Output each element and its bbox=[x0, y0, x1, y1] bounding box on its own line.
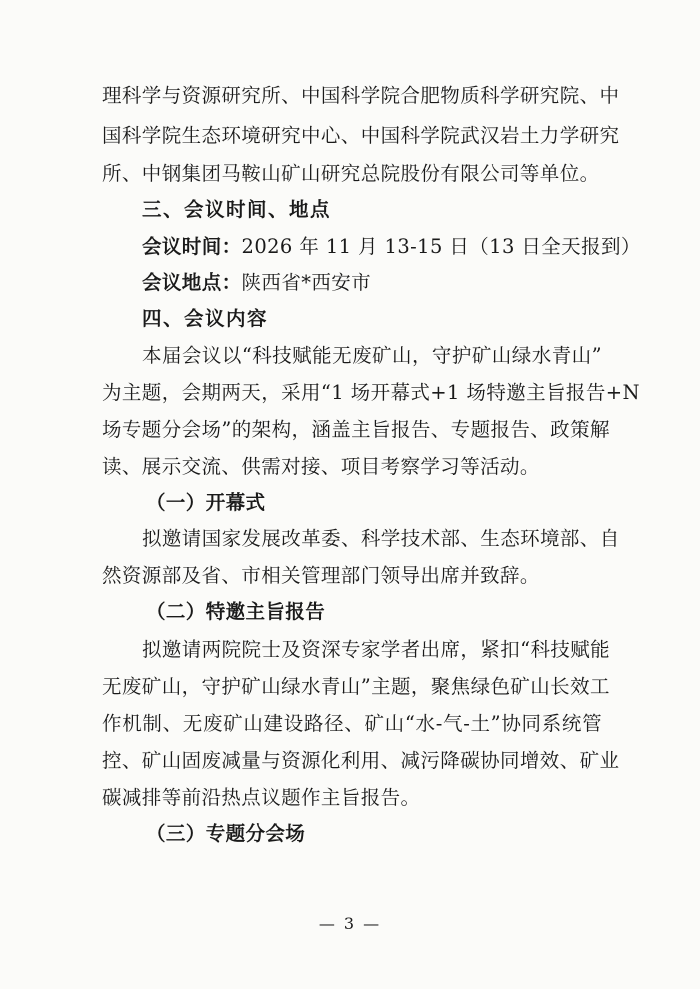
section-heading: 三、会议时间、地点 bbox=[142, 198, 332, 221]
page-number: — 3 — bbox=[318, 914, 382, 933]
meeting-place-value: 陕西省*西安市 bbox=[241, 271, 372, 294]
paragraph-line: 本届会议以“科技赋能无废矿山，守护矿山绿水青山” bbox=[142, 344, 602, 367]
paragraph-line: 所、中钢集团马鞍山矿山研究总院股份有限公司等单位。 bbox=[102, 162, 600, 185]
paragraph-line: 读、展示交流、供需对接、项目考察学习等活动。 bbox=[102, 455, 540, 478]
meeting-time-label: 会议时间： bbox=[142, 235, 242, 258]
paragraph-line: 控、矿山固废减量与资源化利用、减污降碳协同增效、矿业 bbox=[102, 749, 620, 772]
subsection-heading: （二）特邀主旨报告 bbox=[146, 600, 326, 623]
paragraph-line: 为主题，会期两天，采用“1 场开幕式+1 场特邀主旨报告+N bbox=[102, 381, 640, 404]
paragraph-line: 无废矿山，守护矿山绿水青山”主题，聚焦绿色矿山长效工 bbox=[102, 675, 610, 698]
meeting-place-label: 会议地点： bbox=[142, 271, 242, 294]
paragraph-line: 国科学院生态环境研究中心、中国科学院武汉岩土力学研究 bbox=[102, 124, 620, 147]
paragraph-line: 拟邀请国家发展改革委、科学技术部、生态环境部、自 bbox=[142, 527, 620, 550]
paragraph-line: 理科学与资源研究所、中国科学院合肥物质科学研究院、中 bbox=[102, 84, 620, 107]
subsection-heading: （三）专题分会场 bbox=[146, 822, 306, 845]
paragraph-line: 场专题分会场”的架构，涵盖主旨报告、专题报告、政策解 bbox=[102, 418, 610, 441]
meeting-time-line bbox=[142, 235, 641, 258]
meeting-time-value: 2026 年 11 月 13-15 日（13 日全天报到） bbox=[241, 235, 641, 258]
section-heading: 四、会议内容 bbox=[142, 307, 269, 330]
subsection-heading: （一）开幕式 bbox=[146, 491, 266, 514]
paragraph-line: 拟邀请两院院士及资深专家学者出席，紧扣“科技赋能 bbox=[142, 638, 611, 661]
paragraph-line: 碳减排等前沿热点议题作主旨报告。 bbox=[102, 786, 421, 809]
paragraph-line: 然资源部及省、市相关管理部门领导出席并致辞。 bbox=[102, 564, 540, 587]
meeting-place-line bbox=[142, 273, 602, 293]
paragraph-line: 作机制、无废矿山建设路径、矿山“水-气-土”协同系统管 bbox=[102, 712, 602, 735]
